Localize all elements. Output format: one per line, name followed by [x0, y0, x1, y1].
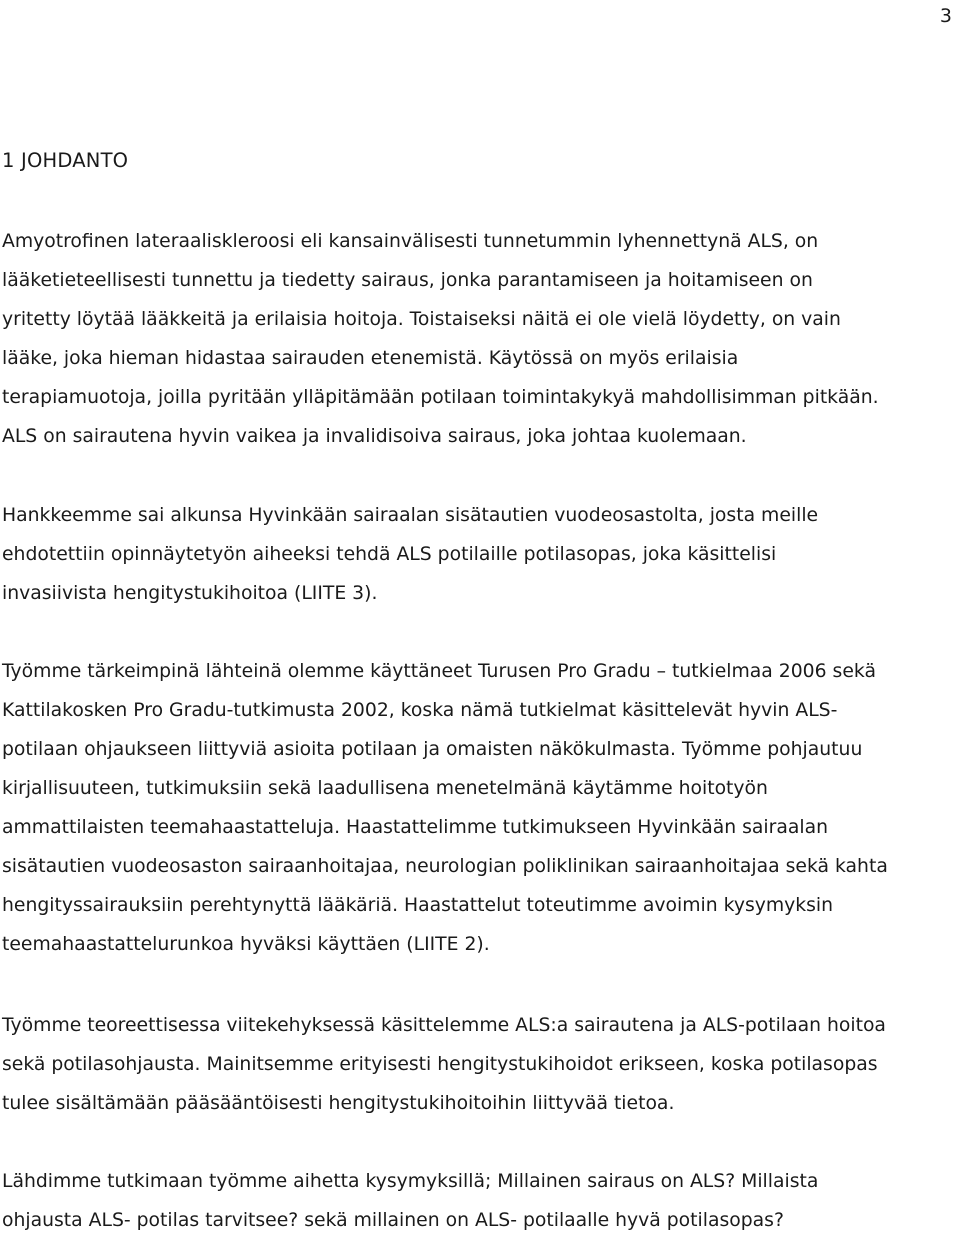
text-line: ALS on sairautena hyvin vaikea ja invalidisoiva sairaus, joka johtaa kuolemaan. — [2, 426, 747, 447]
text-line: Kattilakosken Pro Gradu-tutkimusta 2002, koska nämä tutkielmat käsittelevät hyvin ALS- — [2, 700, 838, 721]
paragraph-project-origin — [2, 496, 957, 613]
text-line: Työmme teoreettisessa viitekehyksessä käsittelemme ALS:a sairautena ja ALS-potilaan hoitoa — [2, 1015, 886, 1036]
text-line: kirjallisuuteen, tutkimuksiin sekä laadullisena menetelmänä käytämme hoitotyön — [2, 778, 768, 799]
text-line: sekä potilasohjausta. Mainitsemme erityisesti hengitystukihoidot erikseen, koska potilasopas — [2, 1054, 878, 1075]
text-line: tulee sisältämään pääsääntöisesti hengitystukihoitoihin liittyvää tietoa. — [2, 1093, 675, 1114]
text-line: Lähdimme tutkimaan työmme aihetta kysymyksillä; Millainen sairaus on ALS? Millaista — [2, 1171, 819, 1192]
paragraph-research-questions — [2, 1162, 957, 1240]
text-line: ohjausta ALS- potilas tarvitsee? sekä millainen on ALS- potilaalle hyvä potilasopas? — [2, 1210, 784, 1231]
text-line: lääketieteellisesti tunnettu ja tiedetty sairaus, jonka parantamiseen ja hoitamiseen on — [2, 270, 813, 291]
paragraph-theoretical-framework — [2, 1006, 957, 1123]
text-line: teemahaastattelurunkoa hyväksi käyttäen (LIITE 2). — [2, 934, 490, 955]
text-line: ehdotettiin opinnäytetyön aiheeksi tehdä ALS potilaille potilasopas, joka käsittelisi — [2, 544, 777, 565]
text-line: ammattilaisten teemahaastatteluja. Haastattelimme tutkimukseen Hyvinkään sairaalan — [2, 817, 828, 838]
text-line: terapiamuotoja, joilla pyritään ylläpitämään potilaan toimintakykyä mahdollisimman pitkään. — [2, 387, 879, 408]
paragraph-sources-methods — [2, 652, 957, 964]
text-line: Työmme tärkeimpinä lähteinä olemme käyttäneet Turusen Pro Gradu – tutkielmaa 2006 sekä — [2, 661, 876, 682]
page-number: 3 — [939, 5, 952, 27]
text-line: invasiivista hengitystukihoitoa (LIITE 3). — [2, 583, 378, 604]
text-line: hengityssairauksiin perehtynyttä lääkäriä. Haastattelut toteutimme avoimin kysymyksin — [2, 895, 834, 916]
text-line: yritetty löytää lääkkeitä ja erilaisia hoitoja. Toistaiseksi näitä ei ole vielä löydetty, on vain — [2, 309, 841, 330]
text-line: Hankkeemme sai alkunsa Hyvinkään sairaalan sisätautien vuodeosastolta, josta meille — [2, 505, 819, 526]
paragraph-introduction — [2, 222, 957, 456]
text-line: lääke, joka hieman hidastaa sairauden etenemistä. Käytössä on myös erilaisia — [2, 348, 739, 369]
text-line: sisätautien vuodeosaston sairaanhoitajaa, neurologian poliklinikan sairaanhoitajaa sekä kahta — [2, 856, 888, 877]
text-line: potilaan ohjaukseen liittyviä asioita potilaan ja omaisten näkökulmasta. Työmme pohjautuu — [2, 739, 863, 760]
section-heading: 1 JOHDANTO — [2, 149, 129, 172]
text-line: Amyotrofinen lateraaliskleroosi eli kansainvälisesti tunnetummin lyhennettynä ALS, on — [2, 231, 819, 252]
